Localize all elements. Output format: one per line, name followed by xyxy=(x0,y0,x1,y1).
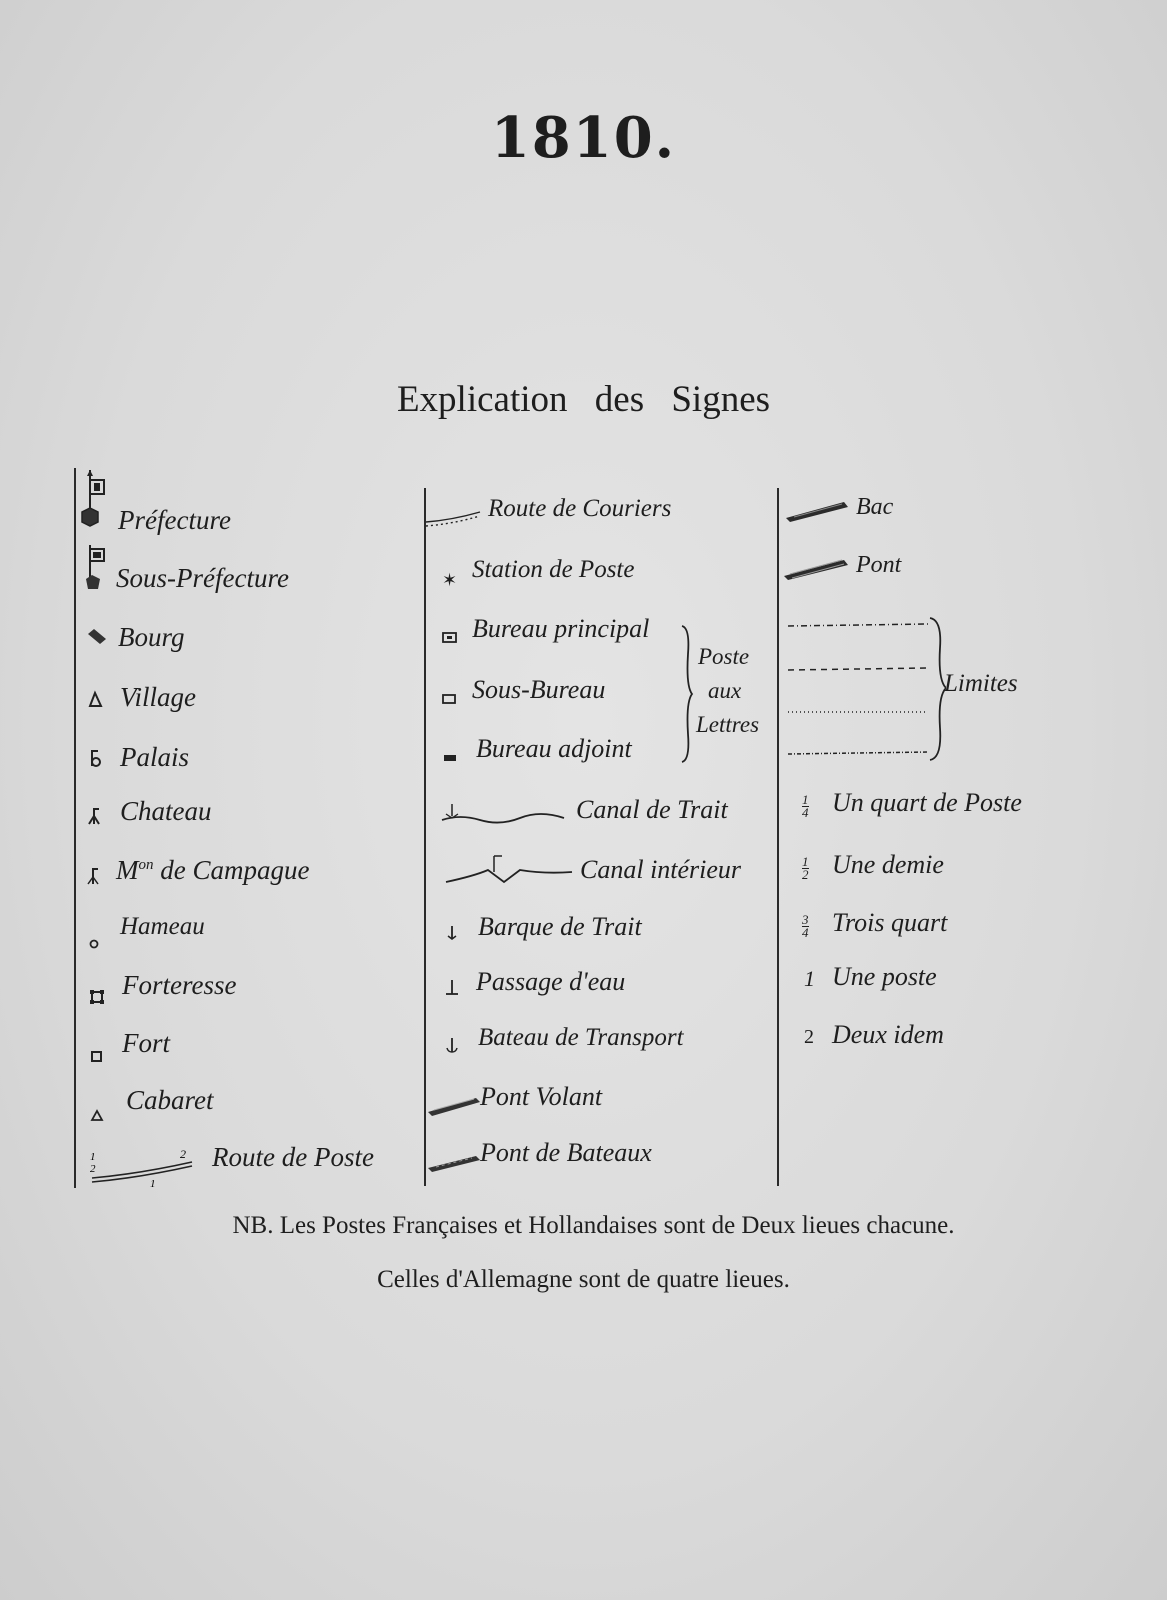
canal-de-trait-icon xyxy=(440,800,568,830)
bateau-de-transport-icon xyxy=(444,1036,462,1056)
chateau-icon xyxy=(86,806,106,826)
poste-group-line-3: Lettres xyxy=(696,712,760,737)
legend-label-maison-de-campagne: $M^{on}$ de Campague xyxy=(116,855,310,885)
column-rule-right xyxy=(777,488,779,1186)
legend-label-bac: Bac xyxy=(856,494,894,520)
legend-label-deux-idem: Deux idem xyxy=(832,1020,944,1049)
route-mark-4: 1 xyxy=(150,1178,156,1188)
legend-label-passage-d-eau: Passage d'eau xyxy=(476,967,626,996)
legend-label-station-de-poste: Station de Poste xyxy=(472,556,635,583)
fort-icon xyxy=(90,1050,104,1064)
legend-label-fort: Fort xyxy=(122,1028,171,1058)
legend-label-limites: Limites xyxy=(944,670,1018,697)
poste-aux-lettres-brace xyxy=(680,624,696,764)
fraction-one-half: $\frac{1}{2}$ xyxy=(802,854,809,882)
legend-label-forteresse: Forteresse xyxy=(122,970,237,1000)
legend-label-hameau: Hameau xyxy=(120,913,205,940)
sous-bureau-icon xyxy=(442,694,458,706)
legend-heading: Explication des Signes xyxy=(396,379,771,420)
poste-group-line-1: Poste xyxy=(698,644,750,669)
legend-label-trois-quart: Trois quart xyxy=(832,908,948,937)
legend-label-route-de-couriers: Route de Couriers xyxy=(488,495,672,522)
bureau-adjoint-icon xyxy=(444,754,460,764)
legend-label-palais: Palais xyxy=(120,742,190,772)
route-de-poste-icon xyxy=(88,1148,200,1188)
route-mark-3: 2 xyxy=(180,1148,186,1161)
bureau-principal-icon xyxy=(442,632,458,644)
legend-label-prefecture: Préfecture xyxy=(118,505,231,535)
legend-label-route-de-poste: Route de Poste xyxy=(212,1142,374,1172)
note-line-1: NB. Les Postes Françaises et Hollandaises sont de Deux lieues chacune. xyxy=(232,1212,955,1239)
palais-icon xyxy=(86,748,106,768)
bourg-icon xyxy=(86,628,108,646)
cabaret-icon xyxy=(90,1108,106,1122)
legend-label-cabaret: Cabaret xyxy=(126,1085,214,1115)
legend-label-canal-interieur: Canal intérieur xyxy=(580,855,742,884)
legend-label-canal-de-trait: Canal de Trait xyxy=(576,795,728,824)
route-mark-2: 2 xyxy=(90,1163,96,1175)
legend-label-bureau-adjoint: Bureau adjoint xyxy=(476,734,632,763)
passage-d-eau-icon xyxy=(444,978,460,998)
limites-icon xyxy=(786,614,946,764)
route-de-couriers-icon xyxy=(424,508,482,528)
route-mark-1: 1 xyxy=(90,1151,96,1163)
pont-volant-icon xyxy=(426,1094,482,1118)
legend-label-chateau: Chateau xyxy=(120,796,212,826)
legend-label-village: Village xyxy=(120,682,196,712)
pont-icon xyxy=(782,556,850,582)
fraction-one-quarter: $\frac{1}{4}$ xyxy=(802,792,809,820)
village-icon xyxy=(86,690,106,708)
legend-label-bateau-de-transport: Bateau de Transport xyxy=(478,1024,684,1051)
legend-label-pont-de-bateaux: Pont de Bateaux xyxy=(480,1138,652,1167)
prefecture-icon xyxy=(78,470,108,532)
bac-icon xyxy=(784,498,850,526)
legend-label-un-quart-de-poste: Un quart de Poste xyxy=(832,788,1022,817)
maison-de-campagne-icon xyxy=(86,866,106,886)
legend-label-barque-de-trait: Barque de Trait xyxy=(478,912,642,941)
note-line-2: Celles d'Allemagne sont de quatre lieues. xyxy=(377,1266,790,1293)
column-rule-left xyxy=(74,468,76,1188)
legend-label-bourg: Bourg xyxy=(118,622,185,652)
poste-group-line-2: aux xyxy=(708,678,742,703)
barque-de-trait-icon xyxy=(446,924,460,942)
station-de-poste-icon: ✶ xyxy=(442,570,458,591)
legend-label-pont: Pont xyxy=(856,552,902,578)
mon-superscript: on xyxy=(138,857,154,873)
legend-label-bureau-principal: Bureau principal xyxy=(472,614,650,643)
numeral-one: 1 xyxy=(804,966,815,991)
fraction-three-quarters: $\frac{3}{4}$ xyxy=(802,912,809,940)
legend-label-sous-bureau: Sous-Bureau xyxy=(472,675,606,704)
sous-prefecture-icon xyxy=(80,545,110,595)
legend-label-une-demie: Une demie xyxy=(832,850,944,879)
numeral-two: 2 xyxy=(804,1026,814,1048)
legend-label-pont-volant: Pont Volant xyxy=(480,1082,603,1111)
legend-label-sous-prefecture: Sous-Préfecture xyxy=(116,563,289,593)
column-rule-middle xyxy=(424,488,426,1186)
canal-interieur-icon xyxy=(444,852,574,886)
year-title: 1810. xyxy=(490,105,677,171)
forteresse-icon xyxy=(88,988,106,1006)
legend-label-une-poste: Une poste xyxy=(832,962,937,991)
pont-de-bateaux-icon xyxy=(426,1152,482,1174)
hameau-icon xyxy=(88,936,102,950)
